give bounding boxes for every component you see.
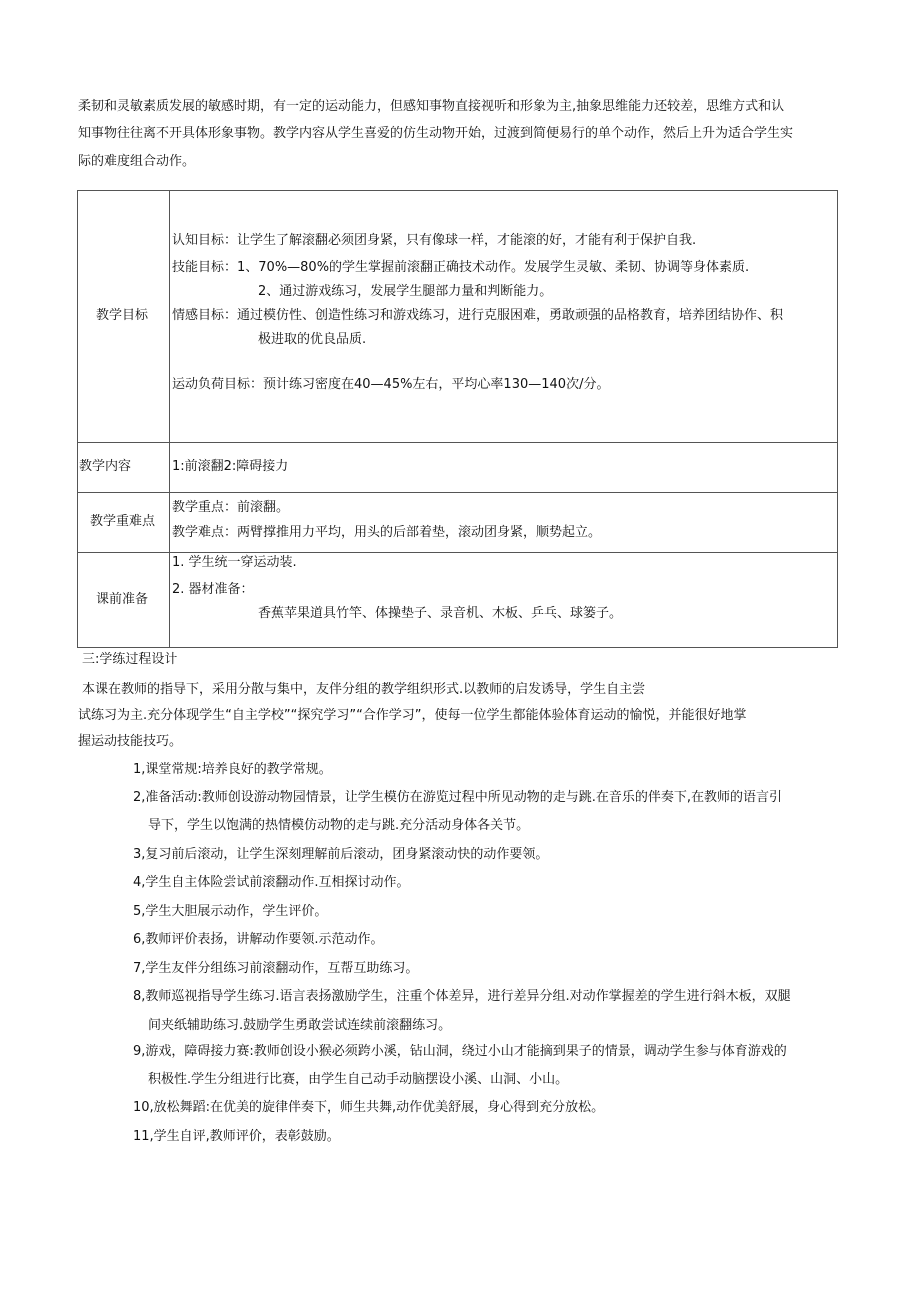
- section-paragraph-line: 握运动技能技巧。: [78, 734, 183, 749]
- step-item: 1,课堂常规:培养良好的教学常规。: [133, 762, 332, 777]
- objective-line: 认知目标：让学生了解滚翻必须团身紧，只有像球一样，才能滚的好，才能有利于保护自我.: [172, 233, 697, 248]
- intro-line: 知事物往往离不开具体形象事物。教学内容从学生喜爱的仿生动物开始，过渡到简便易行的单个动作，然后上升为适合学生实: [78, 126, 794, 141]
- section-heading: 三:学练过程设计: [82, 652, 178, 667]
- step-item: 5,学生大胆展示动作，学生评价。: [133, 904, 328, 919]
- intro-line: 柔韧和灵敏素质发展的敏感时期，有一定的运动能力，但感知事物直接视听和形象为主,抽象思维能力还较差，思维方式和认: [78, 99, 785, 114]
- section-paragraph-line: 试练习为主.充分体现学生“自主学校”“探究学习”“合作学习”，使每一位学生都能体验体育运动的愉悦，并能很好地掌: [78, 708, 747, 723]
- intro-line: 际的难度组合动作。: [78, 154, 196, 169]
- content-line: 1:前滚翻2:障碍接力: [172, 459, 289, 474]
- step-item: 4,学生自主体险尝试前滚翻动作.互相探讨动作。: [133, 875, 410, 890]
- objective-line: 技能目标：1、70%—80%的学生掌握前滚翻正确技术动作。发展学生灵敏、柔韧、协调等身体素质.: [172, 260, 750, 275]
- step-item: 3,复习前后滚动，让学生深刻理解前后滚动，团身紧滚动快的动作要领。: [133, 847, 549, 862]
- row-label-key-points: 教学重难点: [90, 514, 156, 529]
- table-divider: [169, 190, 170, 648]
- step-item-continued: 积极性.学生分组进行比赛，由学生自己动手动脑摆设小溪、山洞、小山。: [148, 1072, 569, 1087]
- section-paragraph-line: 本课在教师的指导下，采用分散与集中，友伴分组的教学组织形式.以教师的启发诱导，学生自主尝: [82, 682, 646, 697]
- step-item-continued: 导下，学生以饱满的热情模仿动物的走与跳.充分活动身体各关节。: [148, 818, 530, 833]
- row-label-preparation: 课前准备: [96, 592, 149, 607]
- step-item: 2,准备活动:教师创设游动物园情景，让学生模仿在游览过程中所见动物的走与跳.在音乐的伴奏下,在教师的语言引: [133, 790, 783, 805]
- step-item: 6,教师评价表扬，讲解动作要领.示范动作。: [133, 932, 384, 947]
- key-point-line: 教学难点：两臂撑推用力平均，用头的后部着垫，滚动团身紧，顺势起立。: [172, 525, 602, 540]
- objective-line: 极进取的优良品质.: [258, 332, 367, 347]
- step-item-continued: 间夹纸辅助练习.鼓励学生勇敢尝试连续前滚翻练习。: [148, 1018, 452, 1033]
- step-item: 11,学生自评,教师评价，表彰鼓励。: [133, 1129, 340, 1144]
- step-item: 9,游戏，障碍接力赛:教师创设小猴必须跨小溪，钻山洞，绕过小山才能摘到果子的情景，调动学生参与体育游戏的: [133, 1044, 787, 1059]
- step-item: 7,学生友伴分组练习前滚翻动作，互帮互助练习。: [133, 961, 419, 976]
- objective-line: 运动负荷目标：预计练习密度在40—45%左右，平均心率130—140次/分。: [172, 377, 610, 392]
- table-divider: [77, 552, 838, 553]
- objective-line: 情感目标：通过模仿性、创造性练习和游戏练习，进行克服困难，勇敢顽强的品格教育，培养团结协作、积: [172, 308, 784, 323]
- step-item: 8,教师巡视指导学生练习.语言表扬激励学生，注重个体差异，进行差异分组.对动作掌握差的学生进行斜木板，双腿: [133, 989, 791, 1004]
- row-label-objectives: 教学目标: [96, 308, 149, 323]
- preparation-line: 2. 器材准备：: [172, 582, 254, 597]
- key-point-line: 教学重点：前滚翻。: [172, 500, 290, 515]
- preparation-line: 1. 学生统一穿运动装.: [172, 555, 297, 570]
- row-label-content: 教学内容: [79, 459, 132, 474]
- table-divider: [77, 442, 838, 443]
- step-item: 10,放松舞蹈:在优美的旋律伴奏下，师生共舞,动作优美舒展，身心得到充分放松。: [133, 1100, 605, 1115]
- objective-line: 2、通过游戏练习，发展学生腿部力量和判断能力。: [258, 284, 553, 299]
- table-divider: [77, 492, 838, 493]
- preparation-line: 香蕉苹果道具竹竿、体操垫子、录音机、木板、乒乓、球篓子。: [258, 606, 623, 621]
